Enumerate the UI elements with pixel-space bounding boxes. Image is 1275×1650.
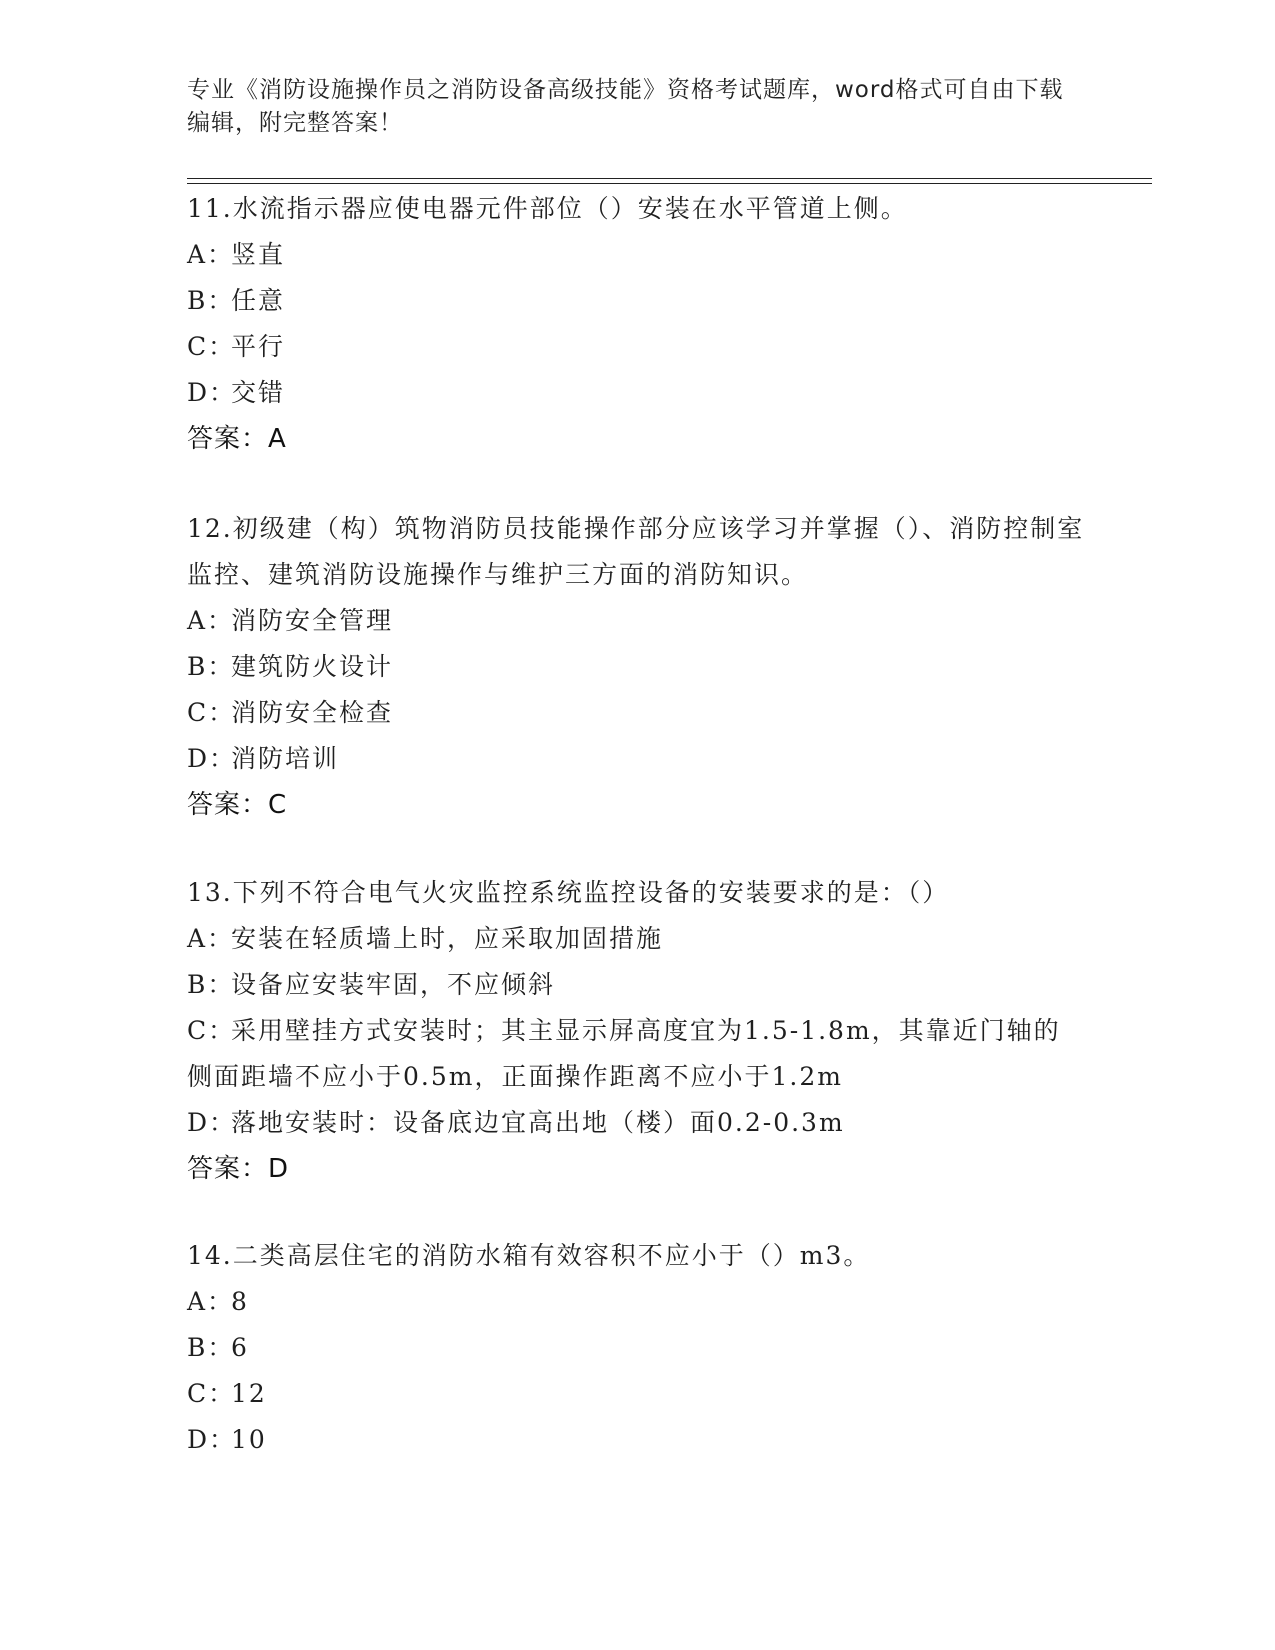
option-letter: B： xyxy=(187,970,235,999)
option-letter: D： xyxy=(187,744,237,773)
option-b xyxy=(187,278,1087,324)
question-13 xyxy=(187,870,1087,1192)
question-11 xyxy=(187,186,1087,462)
answer-line: 答案：D xyxy=(187,1154,290,1184)
option-c xyxy=(187,1008,1087,1100)
option-letter: C： xyxy=(187,1379,236,1408)
option-letter: D： xyxy=(187,1425,237,1454)
option-letter: C： xyxy=(187,332,236,361)
option-text: 10 xyxy=(231,1425,267,1454)
option-text: 设备应安装牢固，不应倾斜 xyxy=(231,970,556,999)
question-stem: 12.初级建（构）筑物消防员技能操作部分应该学习并掌握（）、消防控制室监控、建筑消防设施操作与维护三方面的消防知识。 xyxy=(187,514,1085,589)
option-letter: B： xyxy=(187,286,235,315)
question-stem: 11.水流指示器应使电器元件部位（）安装在水平管道上侧。 xyxy=(187,194,908,223)
question-stem: 13.下列不符合电气火灾监控系统监控设备的安装要求的是：（） xyxy=(187,878,950,907)
option-text: 消防安全检查 xyxy=(231,698,394,727)
option-text: 任意 xyxy=(231,286,286,315)
option-letter: C： xyxy=(187,1016,236,1045)
option-text: 8 xyxy=(231,1287,249,1316)
header-divider-bottom xyxy=(187,183,1152,184)
answer-line: 答案：A xyxy=(187,424,287,454)
option-text: 落地安装时：设备底边宜高出地（楼）面0.2-0.3m xyxy=(231,1108,845,1137)
question-stem: 14.二类高层住宅的消防水箱有效容积不应小于（）m3。 xyxy=(187,1241,871,1270)
question-12 xyxy=(187,506,1087,828)
option-text: 12 xyxy=(231,1379,267,1408)
option-d xyxy=(187,370,1087,416)
option-b xyxy=(187,644,1087,690)
header-divider-top xyxy=(187,178,1152,179)
answer-line: 答案：C xyxy=(187,790,288,820)
option-text: 交错 xyxy=(231,378,286,407)
option-text: 消防培训 xyxy=(231,744,340,773)
option-text: 采用壁挂方式安装时；其主显示屏高度宜为1.5-1.8m，其靠近门轴的侧面距墙不应小于0.5m，正面操作距离不应小于1.2m xyxy=(187,1016,1061,1091)
option-letter: A： xyxy=(187,606,235,635)
option-b xyxy=(187,962,1087,1008)
option-c xyxy=(187,1371,1087,1417)
option-a xyxy=(187,916,1087,962)
option-letter: A： xyxy=(187,924,235,953)
document-header: 专业《消防设施操作员之消防设备高级技能》资格考试题库，word格式可自由下载编辑，附完整答案！ xyxy=(187,77,1064,136)
option-d xyxy=(187,1417,1087,1463)
option-letter: D： xyxy=(187,1108,237,1137)
option-text: 建筑防火设计 xyxy=(231,652,394,681)
option-d xyxy=(187,1100,1087,1146)
option-text: 消防安全管理 xyxy=(231,606,394,635)
option-a xyxy=(187,598,1087,644)
option-letter: A： xyxy=(187,1287,235,1316)
option-letter: D： xyxy=(187,378,237,407)
option-a xyxy=(187,1279,1087,1325)
option-d xyxy=(187,736,1087,782)
option-c xyxy=(187,690,1087,736)
option-text: 安装在轻质墙上时，应采取加固措施 xyxy=(231,924,664,953)
option-letter: B： xyxy=(187,652,235,681)
option-text: 平行 xyxy=(231,332,286,361)
option-letter: B： xyxy=(187,1333,235,1362)
option-letter: A： xyxy=(187,240,235,269)
question-14 xyxy=(187,1233,1087,1463)
option-text: 6 xyxy=(231,1333,249,1362)
option-c xyxy=(187,324,1087,370)
option-letter: C： xyxy=(187,698,236,727)
option-text: 竖直 xyxy=(231,240,286,269)
option-b xyxy=(187,1325,1087,1371)
option-a xyxy=(187,232,1087,278)
